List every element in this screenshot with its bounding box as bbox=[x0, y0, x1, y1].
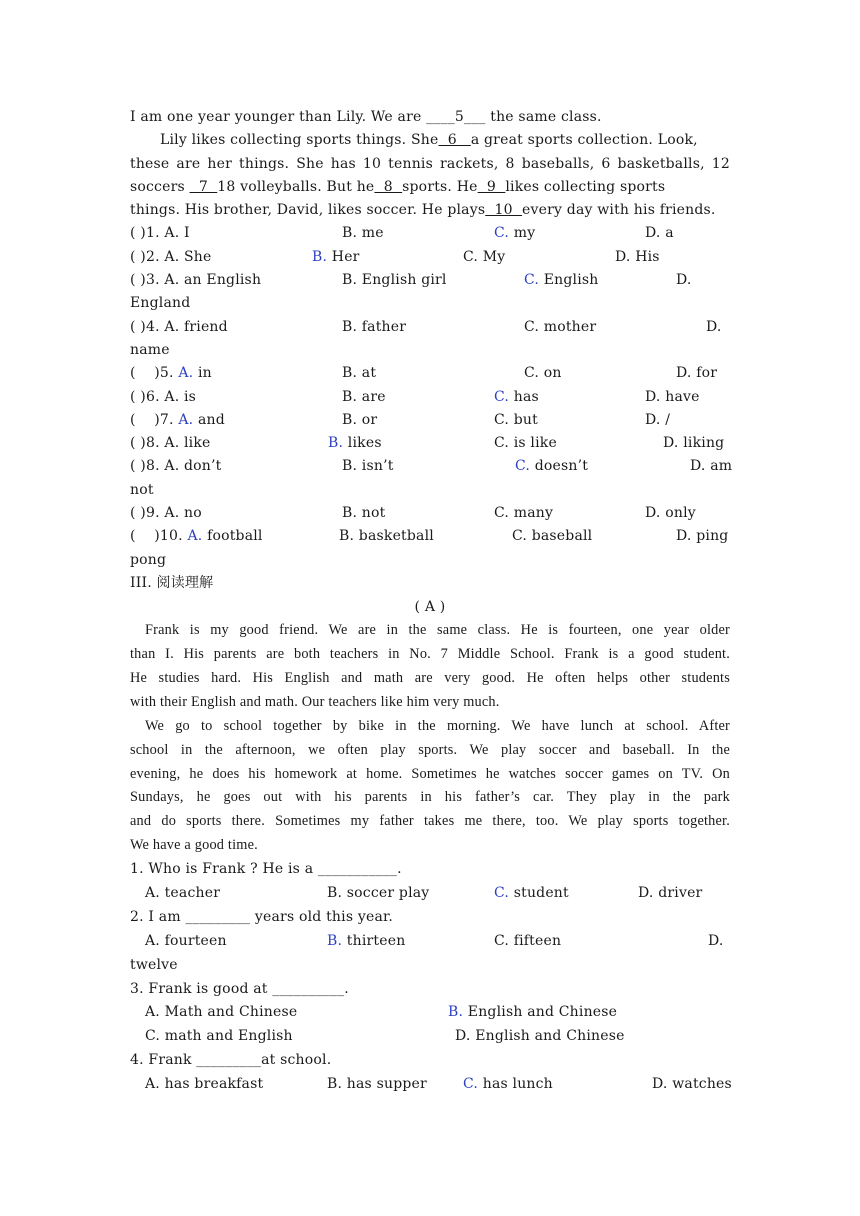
cloze-item-2 bbox=[130, 246, 730, 269]
cloze-item-8 bbox=[130, 432, 730, 455]
option-a: A. teacher bbox=[145, 885, 221, 902]
option-c: has bbox=[509, 388, 539, 405]
question-4: 4. Frank _________at school. bbox=[130, 1052, 332, 1069]
option-a: A. has breakfast bbox=[145, 1076, 264, 1093]
option-d: D. bbox=[676, 272, 692, 289]
cloze-item-10 bbox=[130, 525, 730, 548]
passage-line-5 bbox=[130, 199, 730, 222]
option-a: ( )8. A. like bbox=[130, 435, 211, 452]
passage-line: He studies hard. His English and math are very good. He often helps other students bbox=[130, 670, 730, 687]
option-d-wrap: twelve bbox=[130, 956, 178, 973]
passage-text: soccers bbox=[130, 178, 190, 195]
blank-9: 9 bbox=[477, 178, 506, 195]
passage-line: with their English and math. Our teachers like him very much. bbox=[130, 693, 500, 710]
passage-line: Sundays, he goes out with his parents in his father’s car. They play in the park bbox=[130, 789, 730, 806]
option-a: A. Math and Chinese bbox=[145, 1004, 298, 1021]
option-a: ( )9. A. no bbox=[130, 505, 202, 522]
question-1: 1. Who is Frank ? He is a ___________. bbox=[130, 861, 402, 878]
option-d: D. am bbox=[690, 458, 733, 475]
question-2: 2. I am _________ years old this year. bbox=[130, 908, 393, 925]
answer-mark: C. bbox=[494, 225, 510, 242]
passage-text: a great sports collection. Look, bbox=[470, 132, 698, 149]
option-c: English bbox=[539, 272, 599, 289]
option-c: C. My bbox=[463, 248, 506, 265]
passage-text: I am one year younger than Lily. We are bbox=[130, 109, 427, 125]
passage-text: the same class. bbox=[485, 109, 602, 125]
option-d: D. bbox=[708, 932, 724, 949]
option-b: B. English girl bbox=[342, 272, 447, 289]
option-d-wrap: England bbox=[130, 295, 191, 312]
option-a: in bbox=[193, 365, 212, 382]
question-3: 3. Frank is good at __________. bbox=[130, 980, 349, 997]
option-c: has lunch bbox=[478, 1076, 553, 1093]
option-b: B. are bbox=[342, 388, 386, 405]
option-d: D. have bbox=[645, 388, 700, 405]
passage-text: Lily likes collecting sports things. She bbox=[160, 132, 439, 149]
option-c: doesn’t bbox=[530, 458, 589, 475]
option-c: student bbox=[509, 885, 569, 902]
answer-mark: C. bbox=[524, 272, 540, 289]
answer-mark: A. bbox=[178, 365, 194, 382]
passage-line: We have a good time. bbox=[130, 837, 258, 854]
question-2-options bbox=[130, 930, 730, 954]
option-b: B. me bbox=[342, 225, 384, 242]
option-c: C. mother bbox=[524, 318, 597, 335]
passage-line-2 bbox=[130, 129, 730, 152]
answer-mark: C. bbox=[515, 458, 531, 475]
passage-line: school in the afternoon, we often play sports. We play soccer and baseball. In the bbox=[130, 741, 730, 758]
cloze-item-4 bbox=[130, 316, 730, 339]
option-d: D. only bbox=[645, 505, 696, 522]
option-c: C. fifteen bbox=[494, 932, 562, 949]
option-d: D. driver bbox=[638, 885, 703, 902]
cloze-item-7 bbox=[130, 409, 730, 432]
cloze-item-5 bbox=[130, 362, 730, 385]
item-number: ( )7. bbox=[130, 411, 179, 428]
option-a: ( )8. A. don’t bbox=[130, 458, 222, 475]
question-3-options-row2 bbox=[130, 1025, 730, 1049]
reading-questions bbox=[130, 858, 730, 1097]
option-a: and bbox=[193, 411, 225, 428]
section-heading: III. 阅读理解 bbox=[130, 574, 214, 591]
option-a: ( )3. A. an English bbox=[130, 272, 262, 289]
passage-text: every day with his friends. bbox=[522, 202, 716, 219]
answer-mark: A. bbox=[187, 528, 203, 545]
answer-mark: B. bbox=[328, 435, 344, 452]
option-a: ( )1. A. I bbox=[130, 225, 190, 242]
question-3-options-row1 bbox=[130, 1001, 730, 1025]
option-b: B. isn’t bbox=[342, 458, 394, 475]
blank-10: 10 bbox=[485, 202, 523, 219]
passage-line-4 bbox=[130, 176, 730, 199]
worksheet-page bbox=[130, 106, 733, 1097]
answer-mark: A. bbox=[178, 411, 194, 428]
question-4-options bbox=[130, 1073, 730, 1097]
option-c: my bbox=[509, 225, 536, 242]
item-number: ( )10. bbox=[130, 528, 188, 545]
option-d-wrap: pong bbox=[130, 551, 167, 568]
option-d: D. His bbox=[615, 248, 660, 265]
answer-mark: B. bbox=[448, 1004, 464, 1021]
question-1-options bbox=[130, 882, 730, 906]
option-b: Her bbox=[327, 248, 360, 265]
passage-line: Frank is my good friend. We are in the same class. He is fourteen, one year older bbox=[145, 622, 730, 639]
passage-text: things. His brother, David, likes soccer. He plays bbox=[130, 202, 486, 219]
blank-7: 7 bbox=[189, 178, 218, 195]
cloze-item-8b bbox=[130, 455, 733, 478]
passage-text: 18 volleyballs. But he bbox=[217, 178, 375, 195]
option-b: thirteen bbox=[342, 932, 406, 949]
passage-text: likes collecting sports bbox=[505, 178, 666, 195]
option-d: D. liking bbox=[663, 435, 725, 452]
option-d: D. for bbox=[676, 365, 718, 382]
cloze-item-3 bbox=[130, 269, 730, 292]
option-b: B. not bbox=[342, 505, 386, 522]
passage-line: evening, he does his homework at home. Sometimes he watches soccer games on TV. On bbox=[130, 765, 730, 782]
option-c: C. baseball bbox=[512, 528, 593, 545]
option-b: B. father bbox=[342, 318, 407, 335]
cloze-item-9 bbox=[130, 502, 730, 525]
answer-mark: C. bbox=[494, 388, 510, 405]
option-a: ( )6. A. is bbox=[130, 388, 197, 405]
option-b: B. soccer play bbox=[327, 885, 430, 902]
option-d: D. watches bbox=[652, 1076, 732, 1093]
answer-mark: C. bbox=[494, 885, 510, 902]
option-b: B. basketball bbox=[339, 528, 434, 545]
option-b: likes bbox=[343, 435, 382, 452]
option-b: B. at bbox=[342, 365, 377, 382]
answer-mark: B. bbox=[312, 248, 328, 265]
passage-text: sports. He bbox=[402, 178, 478, 195]
option-c: C. many bbox=[494, 505, 554, 522]
option-c: C. is like bbox=[494, 435, 557, 452]
option-b: B. or bbox=[342, 411, 378, 428]
blank-5: ____5___ bbox=[426, 109, 486, 125]
reading-passage bbox=[130, 619, 730, 858]
option-c: C. math and English bbox=[145, 1028, 293, 1045]
option-d-wrap: not bbox=[130, 481, 154, 498]
passage-line: and do sports there. Sometimes my father takes me there, too. We play sports together. bbox=[130, 813, 730, 830]
option-d: D. ping bbox=[676, 528, 729, 545]
option-c: C. but bbox=[494, 411, 538, 428]
answer-mark: C. bbox=[463, 1076, 479, 1093]
item-number: ( )5. bbox=[130, 365, 179, 382]
passage-label: ( A ) bbox=[414, 599, 446, 616]
option-a: A. fourteen bbox=[145, 932, 227, 949]
option-b: B. has supper bbox=[327, 1076, 427, 1093]
passage-line-3: these are her things. She has 10 tennis rackets, 8 baseballs, 6 basketballs, 12 bbox=[130, 155, 730, 172]
option-b: English and Chinese bbox=[463, 1004, 618, 1021]
option-d: D. / bbox=[645, 411, 671, 428]
option-a: ( )2. A. She bbox=[130, 248, 212, 265]
option-d-wrap: name bbox=[130, 341, 170, 358]
blank-8: 8 bbox=[374, 178, 403, 195]
answer-mark: B. bbox=[327, 932, 343, 949]
option-a: ( )4. A. friend bbox=[130, 318, 228, 335]
cloze-item-1 bbox=[130, 222, 730, 245]
option-d: D. English and Chinese bbox=[455, 1028, 625, 1045]
passage-line: We go to school together by bike in the morning. We have lunch at school. After bbox=[145, 717, 730, 734]
passage-line-1 bbox=[130, 106, 730, 129]
option-a: football bbox=[202, 528, 263, 545]
cloze-item-6 bbox=[130, 386, 730, 409]
option-d: D. a bbox=[645, 225, 674, 242]
blank-6: 6 bbox=[438, 132, 471, 149]
passage-line: than I. His parents are both teachers in No. 7 Middle School. Frank is a good student. bbox=[130, 646, 730, 663]
option-c: C. on bbox=[524, 365, 562, 382]
option-d: D. bbox=[706, 318, 722, 335]
